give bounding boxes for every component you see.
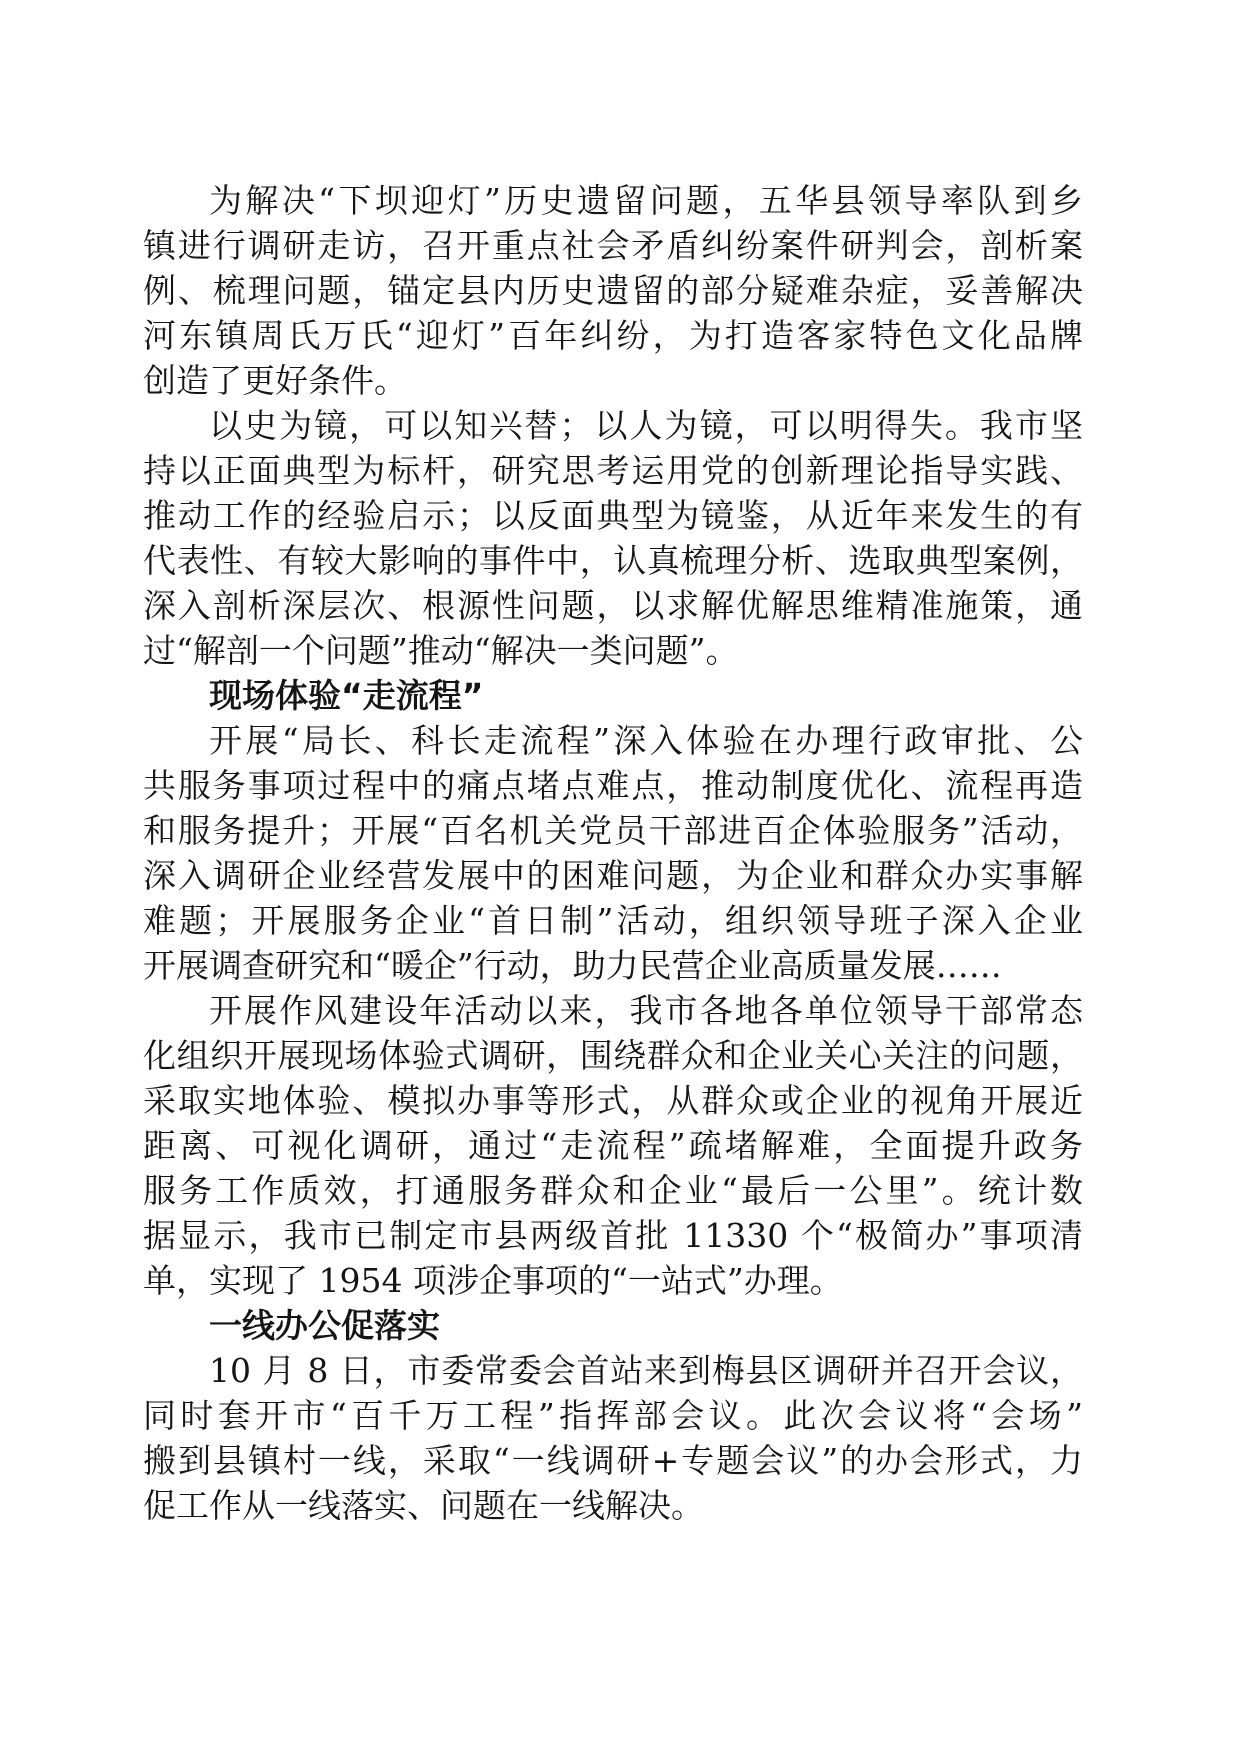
paragraph-standing-committee-meeting <box>143 1348 1083 1528</box>
text-line: 开展“局长、科长走流程”深入体验在办理行政审批、公 <box>209 721 1083 760</box>
text-line: 单，实现了 1954 项涉企事项的“一站式”办理。 <box>143 1261 843 1300</box>
text-line: 例、梳理问题，锚定县内历史遗留的部分疑难杂症，妥善解决 <box>143 271 1083 310</box>
text-line: 共服务事项过程中的痛点堵点难点，推动制度优化、流程再造 <box>143 766 1083 805</box>
text-line: 为解决“下坝迎灯”历史遗留问题，五华县领导率队到乡 <box>209 181 1083 220</box>
text-line: 据显示，我市已制定市县两级首批 11330 个“极简办”事项清 <box>143 1216 1083 1255</box>
text-line: 河东镇周氏万氏“迎灯”百年纠纷，为打造客家特色文化品牌 <box>143 316 1083 355</box>
text-line: 持以正面典型为标杆，研究思考运用党的创新理论指导实践、 <box>143 451 1083 490</box>
text-line: 搬到县镇村一线，采取“一线调研+专题会议”的办会形式，力 <box>143 1441 1083 1480</box>
text-line: 创造了更好条件。 <box>143 361 407 400</box>
paragraph-walk-the-process <box>143 718 1083 988</box>
paragraph-work-style-year <box>143 988 1083 1303</box>
text-line: 采取实地体验、模拟办事等形式，从群众或企业的视角开展近 <box>143 1081 1083 1120</box>
text-line: 促工作从一线落实、问题在一线解决。 <box>143 1486 704 1525</box>
text-line: 服务工作质效，打通服务群众和企业“最后一公里”。统计数 <box>143 1171 1083 1210</box>
section-heading-frontline-office: 一线办公促落实 <box>209 1306 440 1345</box>
text-line: 10 月 8 日，市委常委会首站来到梅县区调研并召开会议， <box>209 1351 1083 1390</box>
text-line: 过“解剖一个问题”推动“解决一类问题”。 <box>143 631 739 670</box>
text-line: 开展作风建设年活动以来，我市各地各单位领导干部常态 <box>209 991 1083 1030</box>
text-line: 开展调查研究和“暖企”行动，助力民营企业高质量发展…… <box>143 946 1002 985</box>
text-line: 推动工作的经验启示；以反面典型为镜鉴，从近年来发生的有 <box>143 496 1083 535</box>
text-line: 同时套开市“百千万工程”指挥部会议。此次会议将“会场” <box>143 1396 1083 1435</box>
section-heading-on-site-experience: 现场体验“走流程” <box>209 676 484 715</box>
text-line: 难题；开展服务企业“首日制”活动，组织领导班子深入企业 <box>143 901 1083 940</box>
text-line: 代表性、有较大影响的事件中，认真梳理分析、选取典型案例， <box>143 541 1083 580</box>
text-line: 深入调研企业经营发展中的困难问题，为企业和群众办实事解 <box>143 856 1083 895</box>
text-line: 化组织开展现场体验式调研，围绕群众和企业关心关注的问题， <box>143 1036 1083 1075</box>
paragraph-dispute-resolution <box>143 178 1083 403</box>
text-line: 深入剖析深层次、根源性问题，以求解优解思维精准施策，通 <box>143 586 1083 625</box>
text-line: 以史为镜，可以知兴替；以人为镜，可以明得失。我市坚 <box>209 406 1083 445</box>
text-line: 距离、可视化调研，通过“走流程”疏堵解难，全面提升政务 <box>143 1126 1083 1165</box>
text-line: 镇进行调研走访，召开重点社会矛盾纠纷案件研判会，剖析案 <box>143 226 1083 265</box>
paragraph-history-mirror <box>143 403 1083 673</box>
document-body <box>143 178 1083 1528</box>
text-line: 和服务提升；开展“百名机关党员干部进百企体验服务”活动， <box>143 811 1083 850</box>
